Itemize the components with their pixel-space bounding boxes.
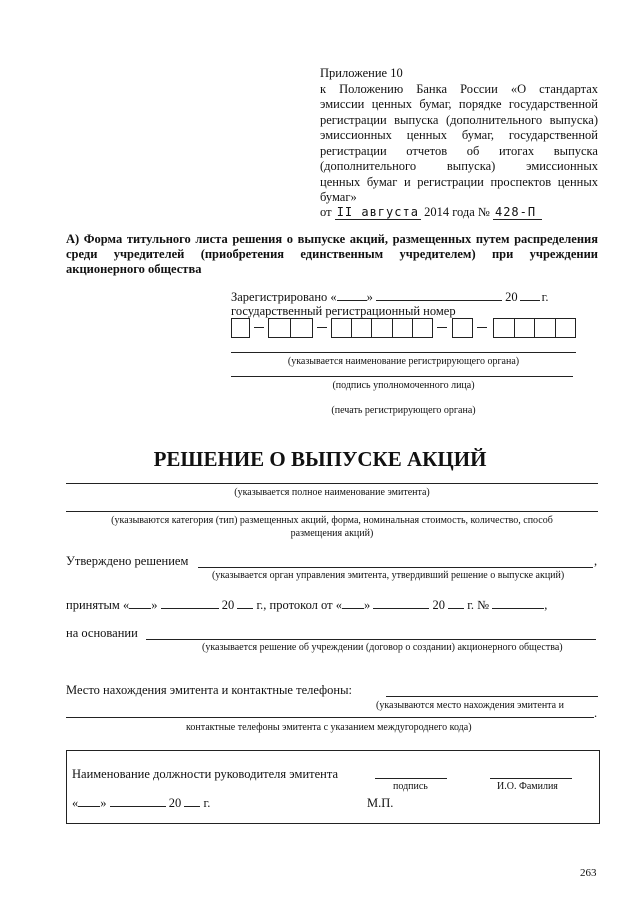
name-field[interactable] xyxy=(490,778,572,779)
location-caption: (указываются место нахождения эмитента и xyxy=(376,700,564,711)
page-number: 263 xyxy=(580,867,597,879)
appendix-line: к Положению Банка России «О стандартах xyxy=(320,81,598,96)
issuer-line[interactable] xyxy=(66,483,598,484)
signature-label: подпись xyxy=(393,781,428,792)
seal-caption: (печать регистрирующего органа) xyxy=(331,405,476,416)
appendix-line: бумаг» xyxy=(320,190,357,204)
appendix-line: Приложение 10 xyxy=(320,66,403,80)
seal-label: М.П. xyxy=(367,796,394,810)
location-line[interactable] xyxy=(386,696,598,697)
org-caption: (указывается наименование регистрирующего органа) xyxy=(287,356,520,367)
reg-number-label: государственный регистрационный номер xyxy=(231,304,456,318)
appendix-line: эмиссионных ценных бумаг, государственной xyxy=(320,128,598,142)
shares-caption: размещения акций) xyxy=(290,528,374,539)
basis-line[interactable] xyxy=(146,639,596,640)
signature-caption: (подпись уполномоченного лица) xyxy=(332,380,475,391)
signature-line[interactable] xyxy=(231,376,573,377)
reg-number-box-5[interactable] xyxy=(493,318,576,338)
org-line[interactable] xyxy=(231,352,576,353)
frame-date: « » 20 г. xyxy=(72,796,211,810)
handwritten-number: 428-П xyxy=(493,205,542,220)
reg-number-box-4[interactable] xyxy=(452,318,473,338)
location-dot: . xyxy=(594,706,598,720)
reg-number-dash xyxy=(477,327,487,328)
location-line-2[interactable] xyxy=(66,717,594,718)
reg-number-dash xyxy=(437,327,447,328)
basis-caption: (указывается решение об учреждении (договор о создании) акционерного общества) xyxy=(202,642,563,653)
basis-label: на основании xyxy=(66,626,138,640)
reg-number-box-1[interactable] xyxy=(231,318,250,338)
handwritten-date: II августа xyxy=(336,205,419,219)
location-label: Место нахождения эмитента и контактные телефоны: xyxy=(66,683,352,697)
reg-number-box-3[interactable] xyxy=(331,318,433,338)
signature-field[interactable] xyxy=(375,778,447,779)
adopted-line: принятым « » 20 г., протокол от « » 20 г. № , xyxy=(66,598,548,612)
shares-line[interactable] xyxy=(66,511,598,512)
registered-line: Зарегистрировано « » 20 г. xyxy=(231,290,549,304)
reg-number-box-2[interactable] xyxy=(268,318,313,338)
shares-caption: (указываются категория (тип) размещенных акций, форма, номинальная стоимость, количество, способ xyxy=(111,515,553,526)
appendix-line: (дополнительного выпуска) эмиссионных xyxy=(320,159,598,173)
approved-label: Утверждено решением xyxy=(66,554,189,568)
section-a-heading: А) Форма титульного листа решения о выпуске акций, размещенных путем распределения среди учредителей (приобретения единственным учредителем) при учреждении акционерного общества xyxy=(66,232,598,276)
page-title: РЕШЕНИЕ О ВЫПУСКЕ АКЦИЙ xyxy=(153,447,487,471)
position-label: Наименование должности руководителя эмитента xyxy=(72,767,339,781)
name-label: И.О. Фамилия xyxy=(497,781,558,792)
reg-number-dash xyxy=(254,327,264,328)
appendix-line: ценных бумаг и регистрации проспектов ценных xyxy=(320,174,598,189)
approved-comma: , xyxy=(594,554,598,568)
appendix-line: регистрации выпуска (дополнительного выпуска) xyxy=(320,112,598,127)
appendix-block xyxy=(320,66,598,206)
appendix-line: регистрации отчетов об итогах выпуска xyxy=(320,143,598,158)
location-caption: контактные телефоны эмитента с указанием междугороднего кода) xyxy=(186,722,472,733)
reg-number-dash xyxy=(317,327,327,328)
appendix-date: от II августа 2014 года № 428-П xyxy=(320,205,542,220)
appendix-line: эмиссии ценных бумаг, порядке государственной xyxy=(320,97,598,111)
approved-line[interactable] xyxy=(198,567,593,568)
issuer-caption: (указывается полное наименование эмитента) xyxy=(234,487,430,498)
approved-caption: (указывается орган управления эмитента, утвердивший решение о выпуске акций) xyxy=(212,570,565,581)
